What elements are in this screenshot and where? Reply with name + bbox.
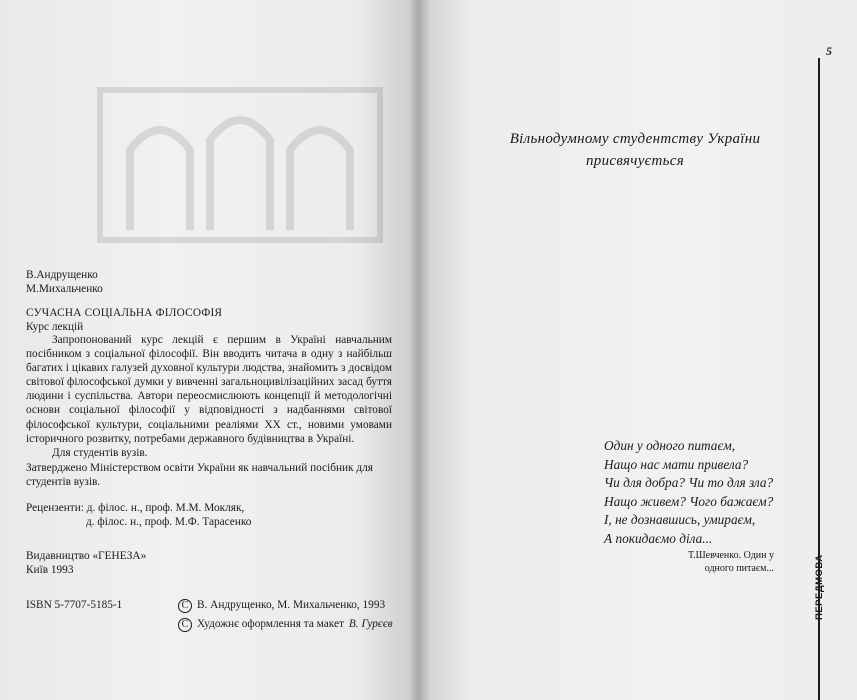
show-through-ornament bbox=[90, 80, 390, 250]
poem-line: Один у одного питаєм, bbox=[604, 438, 736, 453]
dedication bbox=[470, 128, 800, 172]
annotation-audience: Для студентів вузів. bbox=[52, 446, 148, 459]
section-label: ПЕРЕДМОВА bbox=[814, 554, 825, 620]
poem-line: Чи для добра? Чи то для зла? bbox=[604, 475, 774, 490]
page-number: 5 bbox=[826, 44, 832, 58]
copyright-designer: В. Гурєєв bbox=[348, 618, 393, 630]
reviewer-2: д. філос. н., проф. М.Ф. Тарасенко bbox=[86, 516, 252, 528]
poem-attribution: Т.Шевченко. Один у одного питаєм... bbox=[687, 550, 774, 574]
book-title: СУЧАСНА СОЦІАЛЬНА ФІЛОСОФІЯ bbox=[26, 307, 223, 319]
author-2: М.Михальченко bbox=[26, 283, 103, 295]
right-page bbox=[418, 0, 857, 700]
copyright-authors bbox=[178, 596, 393, 615]
annotation bbox=[26, 333, 392, 460]
copyright-block bbox=[178, 596, 393, 634]
epigraph-poem bbox=[604, 437, 773, 548]
authors bbox=[26, 268, 103, 296]
left-page bbox=[0, 0, 418, 700]
reviewer-1: д. філос. н., проф. М.М. Мокляк, bbox=[86, 502, 245, 514]
copyright-design-text: Художнє оформлення та макет bbox=[197, 618, 344, 630]
reviewers bbox=[26, 501, 251, 529]
poem-line: А покидаємо діла... bbox=[604, 530, 713, 546]
approval-note: Затверджено Міністерством освіти України як навчальний посібник для студентів вузів. bbox=[26, 462, 373, 488]
poem-line: І, не дознавшись, умираєм, bbox=[604, 512, 756, 527]
dedication-line-1: Вільнодумному студентству України bbox=[509, 131, 761, 147]
book-subtitle: Курс лекцій bbox=[26, 321, 84, 333]
copyright-icon: C bbox=[178, 618, 192, 632]
poem-line: Нащо нас мати привела? bbox=[604, 456, 749, 472]
poem-line: Нащо живем? Чого бажаєм? bbox=[604, 493, 774, 509]
author-1: В.Андрущенко bbox=[26, 269, 98, 281]
reviewers-label: Рецензенти: bbox=[26, 502, 84, 514]
isbn: ISBN 5-7707-5185-1 bbox=[26, 599, 123, 611]
publisher-city-year: Київ 1993 bbox=[26, 564, 74, 576]
publisher-block bbox=[26, 549, 146, 577]
publisher-name: Видавництво «ГЕНЕЗА» bbox=[26, 550, 147, 562]
annotation-paragraph: Запропонований курс лекцій є першим в Україні навчальним посібником з соціальної філософії. Він вводить читача в одну з найбільш багатих і цікавих галузей духовної культури людства, знайомить з досвідом світової філософської думки у вивченні загальноцивілізаційних засад буття людини і суспільства. Автори переосмислюють концепції й методологічні основи соціальної філософії у відповідності з надбаннями світової філософської культури, соціальними реаліями XX ст., новими умовами історичного розвитку, потребами державного будівництва в Україні. bbox=[26, 334, 392, 445]
dedication-line-2: присвячується bbox=[586, 153, 684, 169]
copyright-authors-text: В. Андрущенко, М. Михальченко, 1993 bbox=[197, 599, 386, 611]
copyright-design bbox=[178, 615, 393, 634]
copyright-icon: C bbox=[178, 599, 192, 613]
